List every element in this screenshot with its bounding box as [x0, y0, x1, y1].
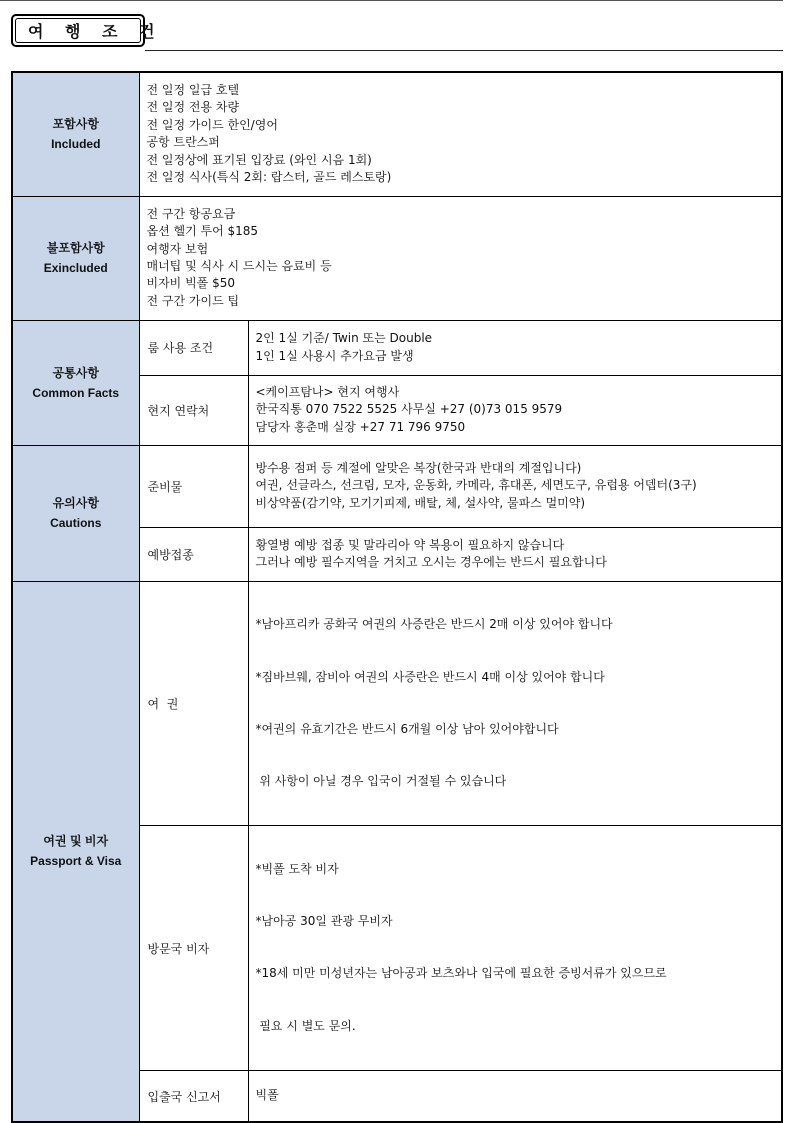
list-item: 전 일정 식사(특식 2회: 랍스터, 골드 레스토랑)	[146, 170, 392, 185]
list-item: *남아공 30일 관광 무비자	[255, 914, 393, 929]
table-row-room-conditions	[12, 320, 782, 375]
sub-label-vaccination: 예방접종	[139, 527, 248, 581]
sub-label-contact: 현지 연락처	[139, 375, 248, 445]
category-cell-cautions	[12, 445, 139, 581]
arrival-form-content	[248, 1070, 782, 1122]
sub-label-room: 룸 사용 조건	[139, 320, 248, 375]
top-rule	[0, 0, 783, 1]
category-cell-passport-visa	[12, 581, 139, 1122]
room-conditions-content	[248, 320, 782, 375]
excluded-content	[139, 196, 782, 320]
category-cell-common-facts	[12, 320, 139, 445]
category-label-en: Common Facts	[32, 385, 120, 400]
included-content	[139, 72, 782, 196]
list-item: *18세 미만 미성년자는 남아공과 보츠와나 입국에 필요한 증빙서류가 있으므로	[255, 966, 667, 981]
list-item: 빅폴	[255, 1088, 279, 1103]
category-label-ko: 여권 및 비자	[43, 834, 109, 849]
sub-label-supplies: 준비물	[139, 445, 248, 527]
supplies-content	[248, 445, 782, 527]
list-item: 그러나 예방 필수지역을 거치고 오시는 경우에는 반드시 필요합니다	[255, 555, 607, 569]
category-label-ko: 공통사항	[52, 365, 99, 380]
category-label-ko: 포함사항	[52, 117, 99, 132]
list-item: 전 구간 항공요금	[146, 206, 236, 221]
travel-conditions-table	[11, 71, 783, 1123]
list-item: *여권의 유효기간은 반드시 6개월 이상 남아 있어야합니다	[255, 721, 559, 736]
list-item: 비자비 빅폴 $50	[146, 276, 235, 291]
list-item: 위 사항이 아닐 경우 입국이 거절될 수 있습니다	[255, 773, 507, 788]
category-cell-excluded	[12, 196, 139, 320]
category-cell-included	[12, 72, 139, 196]
list-item: 2인 1실 기준/ Twin 또는 Double	[255, 331, 433, 346]
list-item: 비상약품(감기약, 모기기피제, 배탈, 체, 설사약, 물파스 멀미약)	[255, 495, 586, 510]
list-item: *빅폴 도착 비자	[255, 862, 339, 876]
list-item: 공항 트란스퍼	[146, 135, 220, 150]
list-item: 필요 시 별도 문의.	[255, 1018, 356, 1033]
sub-label-passport: 여 권	[139, 581, 248, 826]
sub-label-arrival-form: 입출국 신고서	[139, 1070, 248, 1122]
table-row-included	[12, 72, 782, 196]
category-label-en: Included	[51, 137, 101, 152]
list-item: 전 일정상에 표기된 입장료 (와인 시음 1회)	[146, 152, 372, 167]
list-item: 전 일정 전용 차량	[146, 100, 240, 115]
list-item: <케이프탐나> 현지 여행사	[255, 384, 400, 399]
table-row-passport	[12, 581, 782, 826]
list-item: 여권, 선글라스, 선크림, 모자, 운동화, 카메라, 휴대폰, 세면도구, 유럽용 어뎁터(3구)	[255, 478, 697, 493]
list-item: 전 일정 가이드 한인/영어	[146, 117, 278, 132]
category-label-en: Exincluded	[43, 261, 108, 275]
list-item: 전 일정 일급 호텔	[146, 83, 240, 98]
list-item: 담당자 홍춘매 실장 +27 71 796 9750	[255, 419, 466, 434]
list-item: 옵션 헬기 투어 $185	[146, 224, 259, 239]
list-item: 한국직통 070 7522 5525 사무실 +27 (0)73 015 9579	[255, 402, 563, 417]
category-label-en: Cautions	[50, 516, 102, 530]
visa-content	[248, 826, 782, 1071]
list-item: 황열병 예방 접종 및 말라리아 약 복용이 필요하지 않습니다	[255, 537, 565, 552]
section-title-box	[11, 14, 163, 47]
category-label-en: Passport & Visa	[30, 854, 122, 869]
category-label-ko: 유의사항	[52, 496, 99, 510]
list-item: 매너팁 및 식사 시 드시는 음료비 등	[146, 259, 332, 273]
list-item: *짐바브웨, 잠비아 여권의 사증란은 반드시 4매 이상 있어야 합니다	[255, 669, 605, 684]
vaccination-content	[248, 527, 782, 581]
list-item: 방수용 점퍼 등 계절에 알맞은 복장(한국과 반대의 계절입니다)	[255, 460, 582, 475]
list-item: 여행자 보험	[146, 241, 209, 256]
category-label-ko: 불포함사항	[46, 241, 105, 255]
list-item: 전 구간 가이드 팁	[146, 293, 240, 308]
sub-label-visa: 방문국 비자	[139, 826, 248, 1071]
title-underline	[145, 50, 783, 51]
page-title: 여 행 조 건	[15, 18, 141, 43]
local-contact-content	[248, 375, 782, 445]
list-item: 1인 1실 사용시 추가요금 발생	[255, 348, 414, 363]
table-row-supplies	[12, 445, 782, 527]
table-row-excluded	[12, 196, 782, 320]
passport-content	[248, 581, 782, 826]
list-item: *남아프리카 공화국 여권의 사증란은 반드시 2매 이상 있어야 합니다	[255, 617, 613, 632]
